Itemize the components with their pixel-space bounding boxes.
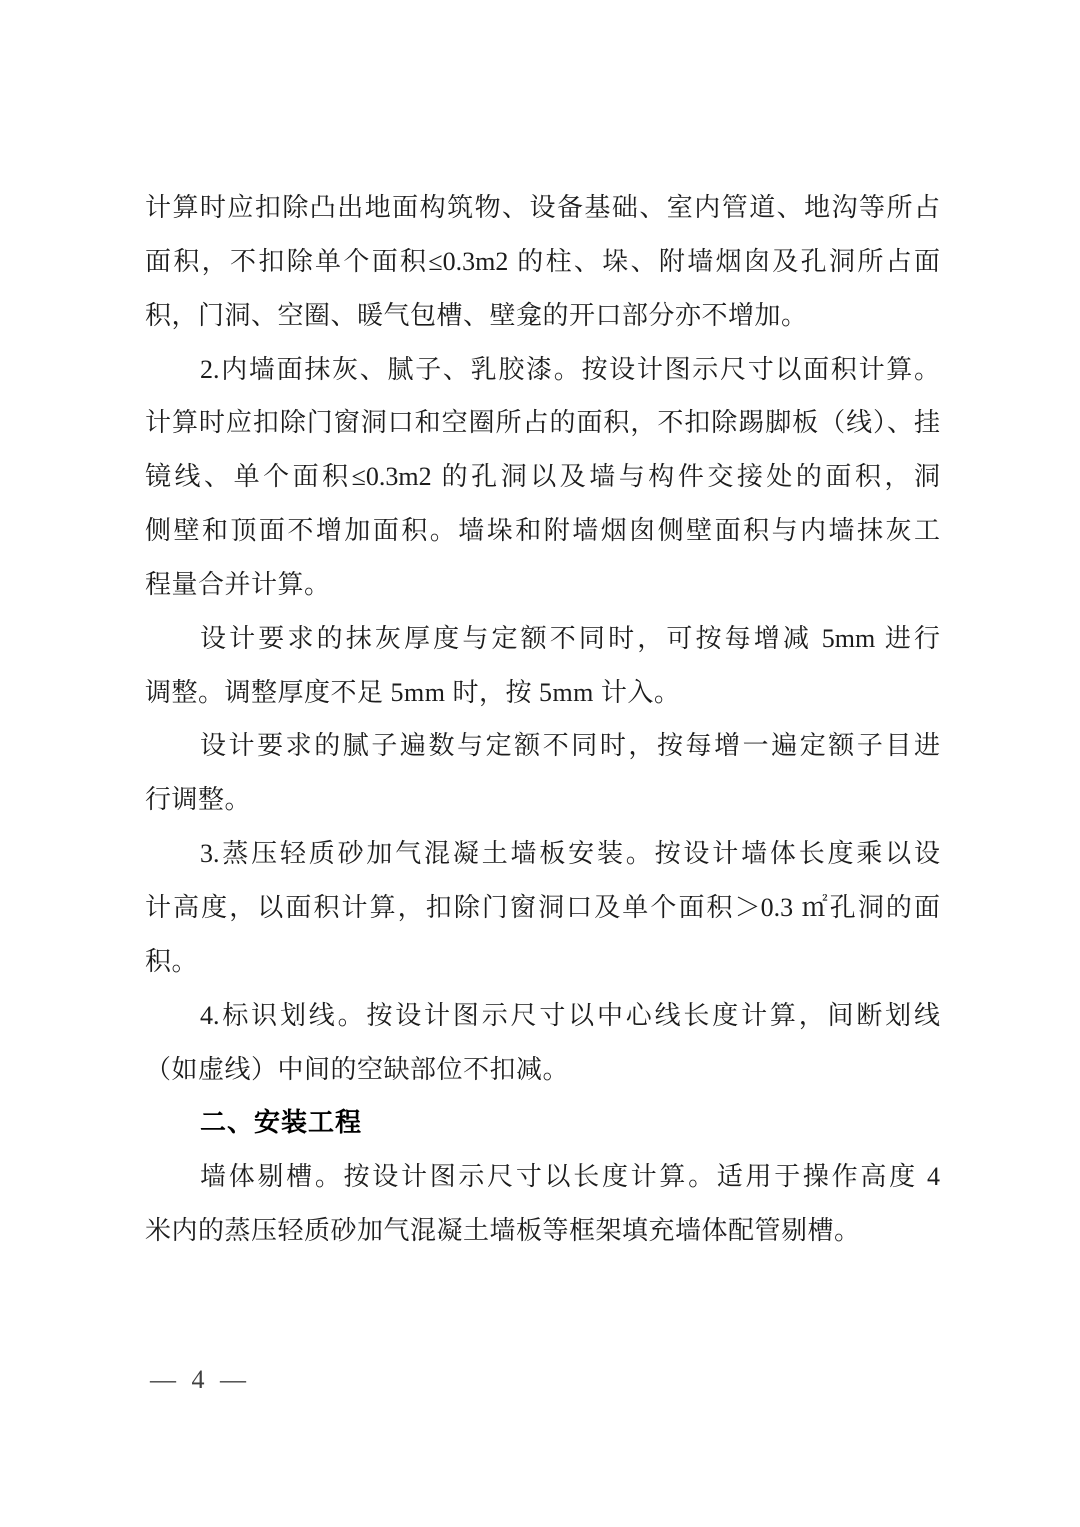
section-heading: 二、安装工程 [200,1107,363,1138]
text-line: 计算时应扣除凸出地面构筑物、设备基础、室内管道、地沟等所占 [145,193,940,222]
text-line: 调整。调整厚度不足 5mm 时，按 5mm 计入。 [145,677,681,707]
text-line: 积。 [145,946,199,976]
document-body [145,181,940,1258]
text-line: 3.蒸压轻质砂加气混凝土墙板安装。按设计墙体长度乘以设 [200,839,940,869]
text-line: 程量合并计算。 [145,569,331,599]
text-line: 积，门洞、空圈、暖气包槽、壁龛的开口部分亦不增加。 [145,300,808,330]
text-line: 镜线、单个面积≤0.3m2 的孔洞以及墙与构件交接处的面积，洞 [145,462,940,492]
text-line: 墙体剔槽。按设计图示尺寸以长度计算。适用于操作高度 4 [200,1162,940,1192]
text-line: 行调整。 [145,785,252,815]
text-line: 计高度，以面积计算，扣除门窗洞口及单个面积＞0.3 ㎡孔洞的面 [145,892,940,922]
text-line: 2.内墙面抹灰、腻子、乳胶漆。按设计图示尺寸以面积计算。 [200,354,940,384]
text-line: 4.标识划线。按设计图示尺寸以中心线长度计算，间断划线 [200,1000,940,1030]
text-line: 面积，不扣除单个面积≤0.3m2 的柱、垛、附墙烟囱及孔洞所占面 [145,246,940,276]
page-number: — 4 — [150,1365,246,1394]
text-line: （如虚线）中间的空缺部位不扣减。 [145,1054,570,1084]
text-line: 米内的蒸压轻质砂加气混凝土墙板等框架填充墙体配管剔槽。 [145,1216,861,1246]
text-line: 侧壁和顶面不增加面积。墙垛和附墙烟囱侧壁面积与内墙抹灰工 [145,516,940,546]
text-line: 计算时应扣除门窗洞口和空圈所占的面积，不扣除踢脚板（线）、挂 [145,408,940,438]
text-line: 设计要求的抹灰厚度与定额不同时，可按每增减 5mm 进行 [200,623,940,653]
text-line: 设计要求的腻子遍数与定额不同时，按每增一遍定额子目进 [200,731,940,761]
